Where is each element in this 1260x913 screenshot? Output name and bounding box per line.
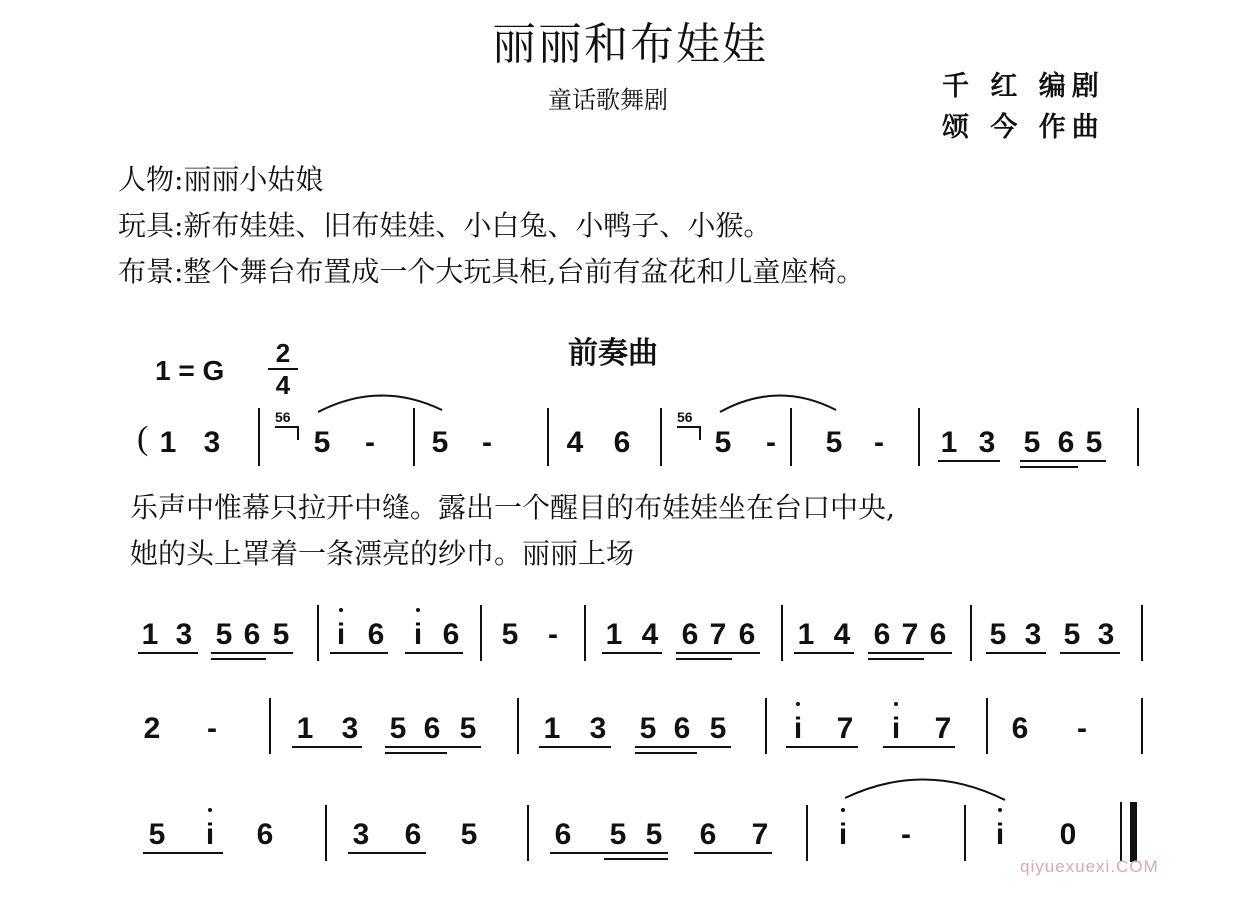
barline	[547, 408, 549, 466]
note: 5	[313, 426, 331, 459]
dash: -	[766, 426, 776, 459]
underline-eighth	[348, 852, 426, 854]
underline-eighth	[868, 652, 952, 654]
note: 6	[681, 618, 699, 651]
note: 6	[1057, 426, 1075, 459]
note: 6	[442, 618, 460, 651]
barline	[258, 408, 260, 466]
note: i	[336, 618, 346, 651]
high-octave-dot	[416, 608, 420, 612]
underline-eighth	[602, 652, 662, 654]
barline	[806, 805, 808, 861]
note: 5	[825, 426, 843, 459]
high-octave-dot	[208, 808, 212, 812]
note: 4	[641, 618, 659, 651]
final-barline-thin	[1120, 802, 1122, 862]
dash: -	[548, 618, 558, 651]
note: 5	[639, 712, 657, 745]
note: 5	[389, 712, 407, 745]
barline	[964, 805, 966, 861]
final-barline-thick	[1130, 802, 1137, 862]
note: 5	[459, 712, 477, 745]
note: 3	[978, 426, 996, 459]
note: 1	[797, 618, 815, 651]
barline	[970, 605, 972, 661]
note: 7	[751, 818, 769, 851]
underline-sixteenth	[868, 658, 924, 660]
note: 1	[141, 618, 159, 651]
description-scenery: 布景:整个舞台布置成一个大玩具柜,台前有盆花和儿童座椅。	[118, 255, 865, 288]
note: 5	[501, 618, 519, 651]
note: 3	[589, 712, 607, 745]
high-octave-dot	[339, 608, 343, 612]
high-octave-dot	[841, 808, 845, 812]
underline-eighth	[883, 746, 955, 748]
grace-underline	[275, 426, 299, 428]
note: 2	[143, 712, 161, 745]
note: i	[838, 818, 848, 851]
description-toys: 玩具:新布娃娃、旧布娃娃、小白兔、小鸭子、小猴。	[118, 209, 772, 242]
note: 7	[901, 618, 919, 651]
underline-eighth	[330, 652, 388, 654]
section-title: 前奏曲	[568, 336, 658, 371]
underline-eighth	[539, 746, 611, 748]
underline-sixteenth	[604, 858, 668, 860]
barline	[527, 805, 529, 861]
grace-note: 56	[275, 409, 291, 425]
note: 6	[243, 618, 261, 651]
note: 3	[1024, 618, 1042, 651]
note: 6	[673, 712, 691, 745]
note: i	[995, 818, 1005, 851]
underline-sixteenth	[1020, 466, 1078, 468]
description-characters: 人物:丽丽小姑娘	[118, 163, 324, 196]
underline-eighth	[786, 746, 858, 748]
barline	[1141, 605, 1143, 661]
time-signature	[268, 340, 298, 398]
barline	[986, 698, 988, 754]
dash: -	[482, 426, 492, 459]
high-octave-dot	[796, 702, 800, 706]
note: 5	[215, 618, 233, 651]
tie-arc	[845, 779, 1005, 800]
note: 5	[645, 818, 663, 851]
note: 5	[272, 618, 290, 651]
note: 6	[404, 818, 422, 851]
note: 5	[709, 712, 727, 745]
high-octave-dot	[998, 808, 1002, 812]
note: 6	[613, 426, 631, 459]
note: 5	[460, 818, 478, 851]
underline-eighth	[211, 652, 293, 654]
underline-sixteenth	[676, 658, 732, 660]
note: 6	[929, 618, 947, 651]
note: i	[891, 712, 901, 745]
note: 4	[833, 618, 851, 651]
note: 7	[709, 618, 727, 651]
underline-eighth	[938, 460, 1000, 462]
note: 3	[203, 426, 221, 459]
note: 5	[148, 818, 166, 851]
barline	[1141, 698, 1143, 754]
time-signature-bottom: 4	[275, 370, 291, 400]
underline-eighth	[385, 746, 481, 748]
barline	[584, 605, 586, 661]
grace-note: 56	[677, 409, 693, 425]
barline	[269, 698, 271, 754]
note: 5	[431, 426, 449, 459]
note: 1	[296, 712, 314, 745]
barline	[317, 605, 319, 661]
underline-sixteenth	[635, 752, 697, 754]
underline-eighth	[694, 852, 772, 854]
underline-eighth	[550, 852, 668, 854]
barline	[660, 408, 662, 466]
score-title: 丽丽和布娃娃	[492, 19, 768, 70]
note: 5	[609, 818, 627, 851]
credit-composer: 颂 今 作曲	[942, 112, 1105, 143]
underline-eighth	[676, 652, 760, 654]
note: 6	[1011, 712, 1029, 745]
underline-eighth	[405, 652, 463, 654]
open-paren: (	[137, 420, 149, 457]
note: 6	[738, 618, 756, 651]
underline-eighth	[986, 652, 1046, 654]
note: i	[205, 818, 215, 851]
note: 5	[714, 426, 732, 459]
underline-sixteenth	[211, 658, 266, 660]
underline-sixteenth	[385, 752, 447, 754]
dash: -	[901, 818, 911, 851]
underline-eighth	[635, 746, 731, 748]
note: 1	[940, 426, 958, 459]
note: 3	[1097, 618, 1115, 651]
time-signature-top: 2	[275, 338, 291, 368]
barline	[790, 408, 792, 466]
note: 6	[873, 618, 891, 651]
underline-eighth	[138, 652, 198, 654]
grace-underline	[677, 426, 701, 428]
key-signature: 1 = G	[155, 355, 225, 386]
note: 1	[159, 426, 177, 459]
note: 3	[175, 618, 193, 651]
dash: -	[365, 426, 375, 459]
credit-writer: 千 红 编剧	[942, 71, 1105, 102]
barline	[325, 805, 327, 861]
barline	[765, 698, 767, 754]
note: 7	[836, 712, 854, 745]
note: 7	[934, 712, 952, 745]
note: 5	[989, 618, 1007, 651]
underline-eighth	[143, 852, 223, 854]
note: 5	[1085, 426, 1103, 459]
underline-eighth	[292, 746, 362, 748]
high-octave-dot	[894, 702, 898, 706]
barline	[413, 408, 415, 466]
underline-eighth	[1060, 652, 1120, 654]
dash: -	[1077, 712, 1087, 745]
dash: -	[207, 712, 217, 745]
note: 1	[543, 712, 561, 745]
note: 6	[554, 818, 572, 851]
tie-arc	[318, 395, 442, 412]
note: 5	[1063, 618, 1081, 651]
barline	[918, 408, 920, 466]
note: i	[413, 618, 423, 651]
narration-line-2: 她的头上罩着一条漂亮的纱巾。丽丽上场	[130, 537, 635, 570]
tie-arc	[720, 395, 836, 412]
barline	[781, 605, 783, 661]
note: 5	[1023, 426, 1041, 459]
underline-eighth	[794, 652, 854, 654]
barline	[517, 698, 519, 754]
note: 6	[367, 618, 385, 651]
dash: -	[874, 426, 884, 459]
note: i	[793, 712, 803, 745]
note: 1	[605, 618, 623, 651]
note: 3	[352, 818, 370, 851]
score-subtitle: 童话歌舞剧	[548, 86, 668, 114]
note: 4	[566, 426, 584, 459]
grace-stem	[297, 426, 299, 440]
note: 6	[423, 712, 441, 745]
underline-eighth	[1020, 460, 1106, 462]
barline	[1137, 408, 1139, 466]
note: 6	[256, 818, 274, 851]
watermark-text: qiyuexuexi.COM	[1020, 857, 1159, 876]
note: 0	[1059, 818, 1077, 851]
barline	[480, 605, 482, 661]
note: 3	[341, 712, 359, 745]
narration-line-1: 乐声中惟幕只拉开中缝。露出一个醒目的布娃娃坐在台口中央,	[130, 491, 895, 524]
grace-stem	[699, 426, 701, 440]
note: 6	[699, 818, 717, 851]
